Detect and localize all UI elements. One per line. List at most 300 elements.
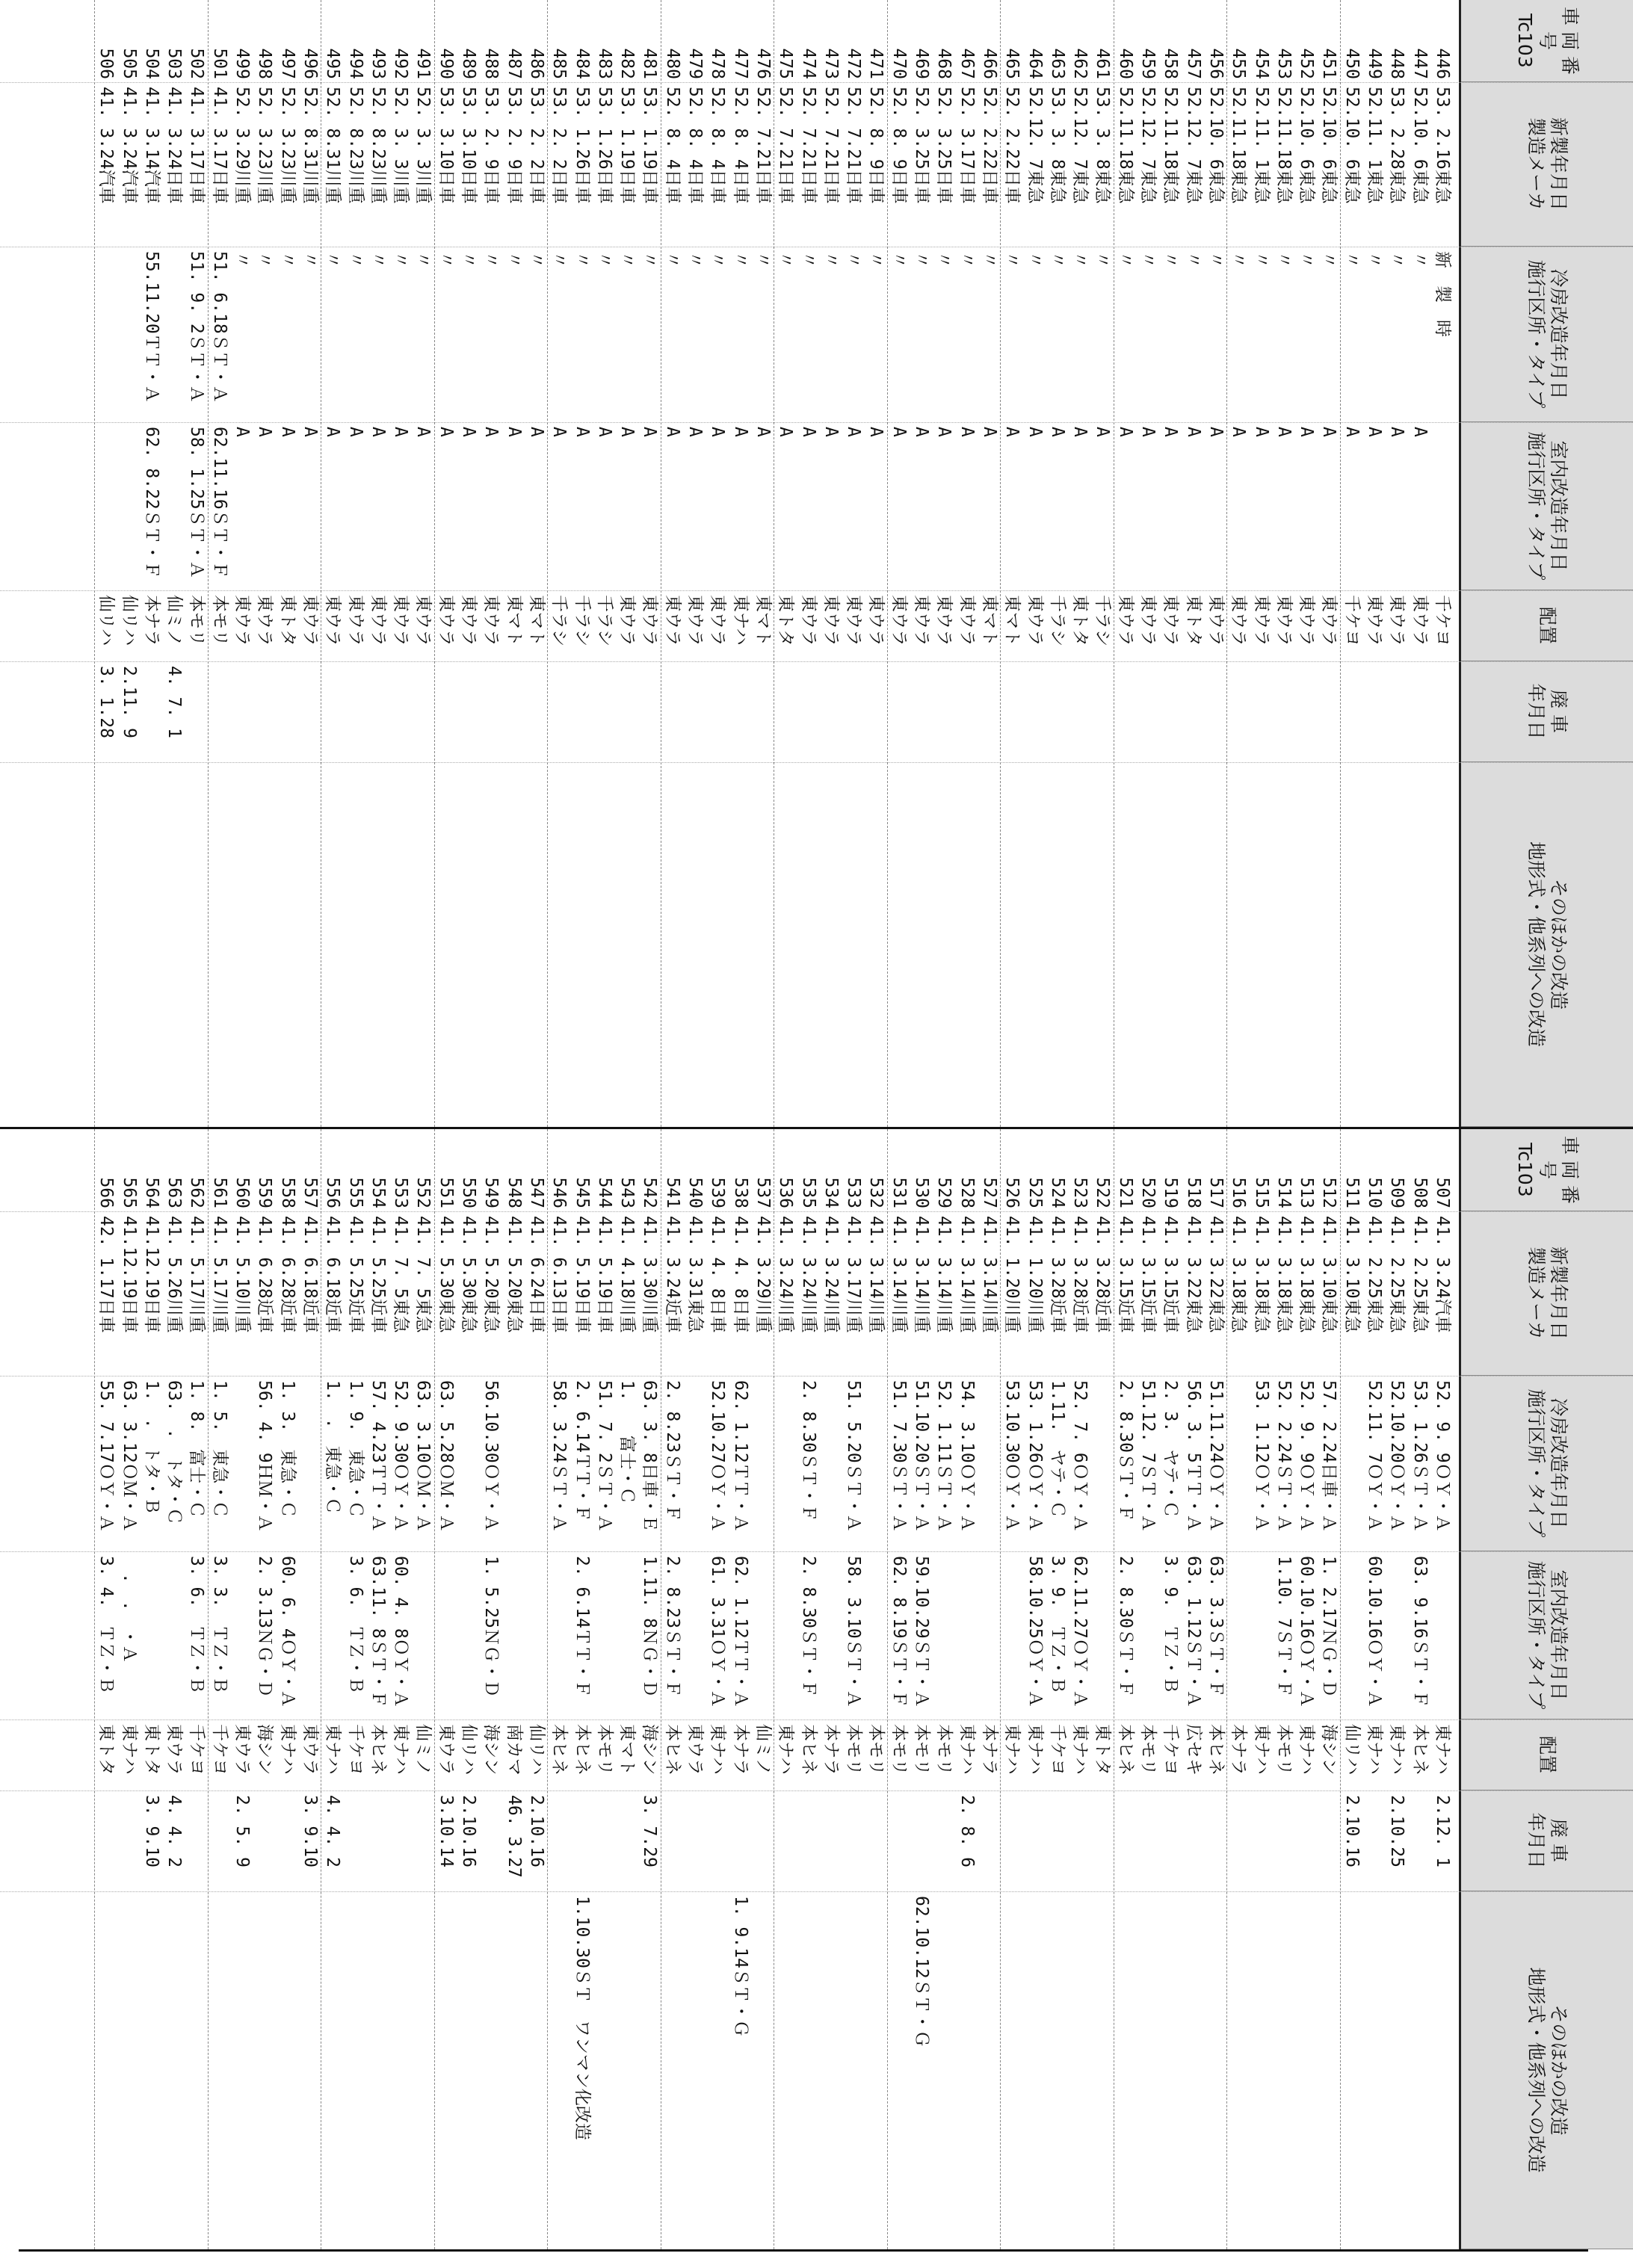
cell-retired-date: 4. 7. 1: [164, 666, 185, 738]
cell-retired-date: [344, 1795, 366, 1888]
cell-depot: 東ウラ: [1115, 595, 1135, 646]
cell-other-conversion: [1137, 767, 1159, 1124]
cell-retired-date: [729, 1795, 751, 1888]
cell-built-date-maker: 53. 3.10日車: [436, 87, 456, 204]
cell-interior-conversion: [548, 1556, 570, 1717]
cell-interior-conversion: A: [934, 427, 954, 437]
cell-car-number: 452: [1297, 48, 1317, 79]
cell-interior-conversion: A: [255, 427, 275, 437]
table-row: [525, 0, 548, 1127]
cell-car-number: 554: [368, 1177, 388, 1208]
cell-built-date-maker: 53. 2.28東急: [1387, 87, 1407, 204]
table-row: [955, 0, 978, 1127]
table-row: [1226, 0, 1250, 1127]
cell-interior-conversion: [502, 1556, 525, 1717]
cell-retired-date: [1295, 666, 1318, 759]
cell-retired-date: [1001, 1795, 1023, 1888]
cell-interior-conversion: A: [776, 427, 796, 437]
cell-built-date-maker: 41. 3.18東急: [1297, 1216, 1317, 1333]
cell-other-conversion: [502, 1896, 525, 2246]
cell-depot: 東ウラ: [459, 595, 479, 646]
cell-interior-conversion: A: [1070, 427, 1090, 437]
cell-retired-date: [820, 666, 842, 759]
cell-depot: 東ナハ: [957, 1724, 977, 1775]
cell-car-number: 493: [368, 48, 388, 79]
cell-other-conversion: 1. 9.14ＳＴ・Ｇ: [730, 1896, 750, 2037]
cell-car-number: 472: [844, 48, 864, 79]
cell-other-conversion: [774, 1896, 797, 2246]
cell-built-date-maker: 52.11.18東急: [1229, 87, 1249, 204]
cell-retired-date: [253, 1795, 276, 1888]
cell-other-conversion: [865, 1896, 887, 2246]
cell-depot: 本ナラ: [730, 1724, 750, 1776]
cell-other-conversion: [616, 767, 638, 1124]
cell-retired-date: [729, 666, 751, 759]
cell-built-date-maker: 52.11. 1東急: [1251, 87, 1271, 204]
cell-cooling-conversion: 52. 7. 6ＯＹ・Ａ: [1070, 1380, 1090, 1532]
cell-retired-date: [1182, 1795, 1204, 1888]
cell-built-date-maker: 52. 3.17日車: [957, 87, 977, 204]
table-row: [457, 0, 480, 1127]
table-row: [1114, 1129, 1137, 2249]
cell-built-date-maker: 41. 6.28近車: [255, 1216, 275, 1333]
cell-interior-conversion: A: [798, 427, 818, 437]
cell-interior-conversion: A: [323, 427, 343, 437]
table-row: [1340, 1129, 1363, 2249]
cell-cooling-conversion: [1227, 1380, 1250, 1548]
cell-other-conversion: [1205, 1896, 1227, 2246]
cell-retired-date: [865, 666, 887, 759]
cell-retired-date: [706, 1795, 729, 1888]
cell-depot: 東ウラ: [1161, 595, 1181, 646]
cell-built-date-maker: 52. 2.22日車: [1002, 87, 1022, 204]
cell-other-conversion: [933, 767, 955, 1124]
cell-interior-conversion: 3. 9. ＴＺ・Ｂ: [1047, 1556, 1067, 1694]
cell-depot: 仙リハ: [119, 595, 139, 646]
cell-cooling-conversion: 2. 8.30ＳＴ・Ｆ: [798, 1380, 818, 1521]
table-row: [434, 0, 457, 1127]
table-row: [299, 0, 321, 1127]
cell-interior-conversion: [820, 1556, 842, 1717]
cell-interior-conversion: 1. 2.17ＮＧ・Ｄ: [1319, 1556, 1339, 1697]
cell-car-number: 449: [1365, 48, 1385, 79]
cell-car-number: 516: [1229, 1177, 1249, 1208]
table-row: [1046, 0, 1069, 1127]
cell-other-conversion: [1114, 1896, 1137, 2246]
table-row: [344, 1129, 366, 2249]
cell-other-conversion: [1363, 767, 1386, 1124]
cell-retired-date: [117, 1795, 140, 1888]
table-row: [797, 0, 819, 1127]
cell-depot: 東ナハ: [1070, 1724, 1090, 1775]
cell-retired-date: [1137, 1795, 1159, 1888]
cell-interior-conversion: A: [844, 427, 864, 437]
cell-interior-conversion: [231, 1556, 253, 1717]
table-row: [1273, 0, 1295, 1127]
cell-cooling-conversion: 〃: [572, 251, 592, 268]
cell-car-number: 546: [549, 1177, 569, 1208]
cell-other-conversion: [1250, 767, 1272, 1124]
cell-depot: 東ウラ: [821, 595, 841, 646]
cell-interior-conversion: [457, 1556, 480, 1717]
cell-depot: 東トタ: [1093, 1724, 1113, 1776]
table-row: [661, 1129, 684, 2249]
cell-other-conversion: [1069, 1896, 1091, 2246]
cell-cooling-conversion: 1. . トタ・Ｂ: [141, 1380, 161, 1515]
cell-car-number: 563: [164, 1177, 185, 1208]
cell-built-date-maker: 41. 5.19日車: [594, 1216, 614, 1333]
cell-interior-conversion: 2. 8.23ＳＴ・Ｆ: [662, 1556, 682, 1697]
cell-interior-conversion: [95, 427, 117, 587]
cell-retired-date: [1363, 666, 1386, 759]
cell-cooling-conversion: [163, 251, 185, 419]
cell-cooling-conversion: 〃: [232, 251, 253, 268]
header-retired-date: 廃 車 年月日: [1461, 661, 1633, 762]
cell-other-conversion: [1001, 1896, 1023, 2246]
cell-interior-conversion: A: [1319, 427, 1339, 437]
cell-interior-conversion: 61. 3.31ＯＹ・Ａ: [708, 1556, 728, 1708]
cell-depot: 海シン: [255, 1724, 275, 1776]
header-car-number: 車 両 番 号 Tc103: [1461, 1129, 1633, 1211]
cell-interior-conversion: [593, 1556, 616, 1717]
cell-other-conversion: [888, 1896, 910, 2246]
cell-retired-date: [1363, 1795, 1386, 1888]
cell-cooling-conversion: 〃: [821, 251, 841, 268]
cell-retired-date: [797, 1795, 819, 1888]
cell-cooling-conversion: 〃: [776, 251, 796, 268]
cell-cooling-conversion: 52. 9. 9ＯＹ・Ａ: [1433, 1380, 1452, 1532]
cell-interior-conversion: [525, 1556, 548, 1717]
cell-retired-date: [367, 1795, 389, 1888]
cell-retired-date: [1273, 1795, 1295, 1888]
table-row: [94, 1129, 117, 2249]
table-row: [276, 0, 298, 1127]
cell-built-date-maker: 41. 3.10東急: [1342, 1216, 1362, 1333]
table-row: [570, 0, 593, 1127]
cell-cooling-conversion: 51. 5.20ＳＴ・Ａ: [844, 1380, 864, 1532]
cell-interior-conversion: [412, 1556, 434, 1717]
cell-interior-conversion: A: [436, 427, 456, 437]
cell-interior-conversion: A: [232, 427, 253, 437]
table-row: [412, 1129, 434, 2249]
cell-built-date-maker: 52. 8.31川重: [323, 87, 343, 204]
table-row: [729, 1129, 751, 2249]
cell-retired-date: [1182, 666, 1204, 759]
cell-built-date-maker: 53. 2.16東急: [1433, 87, 1452, 204]
cell-retired-date: [1069, 1795, 1091, 1888]
cell-depot: 千ラシ: [572, 595, 592, 646]
cell-cooling-conversion: 〃: [504, 251, 524, 268]
cell-depot: 千ラシ: [549, 595, 569, 646]
cell-built-date-maker: 41. 3.18東急: [1251, 1216, 1271, 1333]
cell-interior-conversion: [163, 427, 185, 587]
cell-car-number: 524: [1047, 1177, 1067, 1208]
cell-retired-date: 2.10.16: [459, 1795, 479, 1867]
cell-depot: 本ヒネ: [1206, 1724, 1226, 1776]
cell-cooling-conversion: 52.10.27ＯＹ・Ａ: [708, 1380, 728, 1532]
cell-retired-date: [344, 666, 366, 759]
cell-depot: 千ラシ: [1093, 595, 1113, 646]
table-row: [547, 1129, 570, 2249]
cell-depot: 本モリ: [594, 1724, 614, 1776]
cell-depot: 海シン: [481, 1724, 501, 1776]
cell-depot: 本モリ: [889, 1724, 909, 1776]
cell-built-date-maker: 41. 3.24川重: [776, 1216, 796, 1333]
cell-car-number: 534: [821, 1177, 841, 1208]
cell-depot: 東ナハ: [391, 1724, 411, 1775]
cell-interior-conversion: [1137, 1556, 1159, 1717]
cell-interior-conversion: A: [1365, 427, 1385, 437]
cell-other-conversion: [1318, 1896, 1340, 2246]
header-depot: 配置: [1461, 590, 1633, 661]
cell-car-number: 528: [957, 1177, 977, 1208]
cell-cooling-conversion: [95, 251, 117, 419]
cell-cooling-conversion: [752, 1380, 774, 1548]
cell-cooling-conversion: 53.10.30ＯＹ・Ａ: [1002, 1380, 1022, 1532]
cell-depot: 東ウラ: [708, 595, 728, 646]
cell-other-conversion: [616, 1896, 638, 2246]
cell-interior-conversion: A: [277, 427, 297, 437]
cell-cooling-conversion: 〃: [1387, 251, 1407, 268]
cell-cooling-conversion: 1. 5. 東急・Ｃ: [209, 1380, 229, 1518]
cell-car-number: 499: [232, 48, 253, 79]
cell-depot: 仙リハ: [96, 595, 117, 646]
cell-car-number: 489: [459, 48, 479, 79]
cell-built-date-maker: 52. 3.29川重: [232, 87, 253, 204]
table-row: [1000, 0, 1023, 1127]
cell-other-conversion: [141, 767, 163, 1124]
table-row: [141, 1129, 163, 2249]
table-row: [661, 0, 684, 1127]
cell-cooling-conversion: 〃: [1047, 251, 1067, 268]
cell-other-conversion: [389, 767, 412, 1124]
cell-built-date-maker: 52.10. 6東急: [1297, 87, 1317, 204]
cell-interior-conversion: A: [889, 427, 909, 437]
header-cooling-conversion: 冷房改造年月日 施行区所・タイプ: [1461, 247, 1633, 422]
cell-depot: 東ウラ: [866, 595, 886, 646]
table-row: [1159, 1129, 1182, 2249]
table-row: [367, 0, 389, 1127]
cell-depot: 東ウラ: [1206, 595, 1226, 646]
cell-car-number: 508: [1410, 1177, 1430, 1208]
cell-depot: 海シン: [640, 1724, 660, 1776]
cell-cooling-conversion: 〃: [255, 251, 275, 268]
cell-other-conversion: [1431, 1896, 1454, 2246]
cell-car-number: 519: [1161, 1177, 1181, 1208]
cell-cooling-conversion: 2. 8.23ＳＴ・Ｆ: [662, 1380, 682, 1521]
cell-built-date-maker: 52.12. 7東急: [1183, 87, 1203, 204]
cell-built-date-maker: 41. 3.24汽車: [96, 87, 117, 204]
cell-cooling-conversion: 〃: [549, 251, 569, 268]
cell-other-conversion: [344, 767, 366, 1124]
cell-built-date-maker: 52.10. 6東急: [1410, 87, 1430, 204]
cell-built-date-maker: 52. 7.21日車: [776, 87, 796, 204]
cell-cooling-conversion: 2. 3. ヤテ・Ｃ: [1161, 1380, 1181, 1518]
cell-cooling-conversion: 55. 7.17ＯＹ・Ａ: [96, 1380, 117, 1532]
cell-cooling-conversion: 〃: [1319, 251, 1339, 268]
cell-built-date-maker: 41. 2.25東急: [1365, 1216, 1385, 1333]
cell-retired-date: [525, 666, 548, 759]
cell-retired-date: 2. 5. 9: [232, 1795, 253, 1867]
cell-depot: 東ナハ: [1365, 1724, 1385, 1775]
table-row: [978, 0, 1001, 1127]
cell-built-date-maker: 41. 3.24汽車: [119, 87, 139, 204]
table-row: [163, 0, 185, 1127]
cell-other-conversion: [1386, 767, 1408, 1124]
cell-interior-conversion: A: [413, 427, 433, 437]
cell-built-date-maker: 53. 3.10日車: [459, 87, 479, 204]
cell-depot: 仙ミノ: [164, 595, 185, 646]
cell-other-conversion: [684, 767, 706, 1124]
cell-built-date-maker: 41. 3.31東急: [685, 1216, 706, 1333]
table-row: [729, 0, 751, 1127]
table-row: [752, 0, 774, 1127]
cell-cooling-conversion: [1091, 1380, 1114, 1548]
cell-retired-date: [502, 666, 525, 759]
cell-retired-date: 3. 9.10: [300, 1795, 320, 1867]
cell-cooling-conversion: 51.11.24ＯＹ・Ａ: [1206, 1380, 1226, 1532]
cell-built-date-maker: 52. 3.25日車: [934, 87, 954, 204]
cell-cooling-conversion: 〃: [368, 251, 388, 268]
table-row: [1431, 1129, 1454, 2249]
right-header-row: [1459, 1129, 1633, 2249]
cell-other-conversion: [1408, 1896, 1430, 2246]
cell-retired-date: 2.11. 9: [119, 666, 139, 738]
cell-cooling-conversion: 2. 8.30ＳＴ・Ｆ: [1115, 1380, 1135, 1521]
cell-other-conversion: [1023, 767, 1046, 1124]
cell-other-conversion: [752, 1896, 774, 2246]
cell-built-date-maker: 41. 5.17川重: [209, 1216, 229, 1333]
cell-other-conversion: [367, 1896, 389, 2246]
cell-cooling-conversion: 〃: [323, 251, 343, 268]
cell-interior-conversion: 3. 6. ＴＺ・Ｂ: [345, 1556, 365, 1694]
cell-cooling-conversion: 53. 1.26ＳＴ・Ａ: [1410, 1380, 1430, 1532]
cell-depot: 本ヒネ: [549, 1724, 569, 1776]
cell-car-number: 460: [1115, 48, 1135, 79]
cell-retired-date: [774, 1795, 797, 1888]
cell-retired-date: [231, 666, 253, 759]
cell-cooling-conversion: 〃: [527, 251, 546, 268]
cell-other-conversion: [1069, 767, 1091, 1124]
cell-other-conversion: [1091, 1896, 1114, 2246]
cell-depot: 東ウラ: [1410, 595, 1430, 646]
cell-built-date-maker: 52.10. 6東急: [1342, 87, 1362, 204]
cell-cooling-conversion: 新 製 時: [1433, 251, 1452, 337]
cell-depot: 千ケヨ: [1433, 595, 1452, 646]
cell-car-number: 511: [1342, 1177, 1362, 1208]
cell-interior-conversion: 58.10.25ＯＹ・Ａ: [1025, 1556, 1045, 1708]
cell-retired-date: [752, 666, 774, 759]
cell-depot: 東トタ: [1070, 595, 1090, 646]
cell-built-date-maker: 52. 8.31川重: [300, 87, 320, 204]
cell-car-number: 504: [141, 48, 161, 79]
cell-built-date-maker: 41. 3.14川重: [957, 1216, 977, 1333]
table-row: [820, 1129, 842, 2249]
cell-interior-conversion: A: [1183, 427, 1203, 437]
table-row: [525, 1129, 548, 2249]
cell-retired-date: [1069, 666, 1091, 759]
cell-interior-conversion: A: [1410, 427, 1430, 437]
cell-built-date-maker: 41. 3.14川重: [866, 1216, 886, 1333]
cell-cooling-conversion: 〃: [1297, 251, 1317, 268]
cell-depot: 東ナハ: [1297, 1724, 1317, 1775]
cell-depot: 千ケヨ: [1342, 595, 1362, 646]
cell-other-conversion: [1046, 767, 1069, 1124]
cell-depot: 東ウラ: [164, 1724, 185, 1776]
cell-interior-conversion: A: [685, 427, 706, 437]
cell-depot: 東ウラ: [1297, 595, 1317, 646]
cell-other-conversion: [1318, 767, 1340, 1124]
cell-built-date-maker: 41. 5.30東急: [459, 1216, 479, 1333]
cell-depot: 東ウラ: [255, 595, 275, 646]
cell-car-number: 539: [708, 1177, 728, 1208]
table-row: [253, 1129, 276, 2249]
cell-built-date-maker: 41. 7. 5東急: [391, 1216, 411, 1333]
cell-interior-conversion: A: [594, 427, 614, 437]
cell-retired-date: [1023, 1795, 1046, 1888]
cell-other-conversion: 1.10.30ＳＴ ワンマン化改造: [572, 1896, 592, 2140]
cell-interior-conversion: A: [708, 427, 728, 437]
cell-retired-date: [684, 666, 706, 759]
cell-other-conversion: [1159, 767, 1182, 1124]
cell-other-conversion: [1431, 767, 1454, 1124]
cell-cooling-conversion: 〃: [844, 251, 864, 268]
cell-depot: 東ウラ: [368, 595, 388, 646]
cell-depot: 東ナハ: [708, 1724, 728, 1775]
cell-depot: 海シン: [1319, 1724, 1339, 1776]
cell-car-number: 527: [980, 1177, 999, 1208]
table-row: [1318, 1129, 1340, 2249]
cell-interior-conversion: [321, 1556, 344, 1717]
cell-car-number: 471: [866, 48, 886, 79]
cell-retired-date: 4. 4. 2: [323, 1795, 343, 1867]
cell-interior-conversion: [299, 1556, 321, 1717]
cell-interior-conversion: 60. 6. 4ＯＹ・Ａ: [277, 1556, 297, 1708]
cell-retired-date: [797, 666, 819, 759]
cell-built-date-maker: 41. 3.24近車: [662, 1216, 682, 1333]
cell-retired-date: [774, 666, 797, 759]
cell-retired-date: [1114, 1795, 1137, 1888]
cell-car-number: 509: [1387, 1177, 1407, 1208]
cell-built-date-maker: 53. 2. 9日車: [504, 87, 524, 204]
cell-other-conversion: [209, 767, 231, 1124]
cell-retired-date: [616, 666, 638, 759]
cell-car-number: 533: [844, 1177, 864, 1208]
cell-cooling-conversion: 1.11. ヤテ・Ｃ: [1047, 1380, 1067, 1518]
cell-interior-conversion: A: [481, 427, 501, 437]
cell-interior-conversion: 58. 1.25ＳＴ・Ａ: [187, 427, 207, 578]
table-row: [774, 0, 797, 1127]
cell-car-number: 467: [957, 48, 977, 79]
cell-other-conversion: [1001, 767, 1023, 1124]
cell-retired-date: [435, 666, 457, 759]
cell-built-date-maker: 52. 8. 4日車: [730, 87, 750, 204]
table-row: [299, 1129, 321, 2249]
cell-built-date-maker: 41. 5.17川重: [187, 1216, 207, 1333]
table-row: [1091, 1129, 1114, 2249]
cell-car-number: 457: [1183, 48, 1203, 79]
table-row: [842, 0, 865, 1127]
cell-depot: 本ヒネ: [1410, 1724, 1430, 1776]
cell-cooling-conversion: 52.10.20ＯＹ・Ａ: [1387, 1380, 1407, 1532]
cell-depot: 千ケヨ: [1161, 1724, 1181, 1776]
cell-interior-conversion: [1227, 1556, 1250, 1717]
table-row: [276, 1129, 298, 2249]
cell-cooling-conversion: 〃: [1161, 251, 1181, 268]
cell-built-date-maker: 52. 7.21日車: [844, 87, 864, 204]
cell-built-date-maker: 52. 8. 9日車: [889, 87, 909, 204]
header-cooling-conversion: 冷房改造年月日 施行区所・タイプ: [1461, 1376, 1633, 1551]
